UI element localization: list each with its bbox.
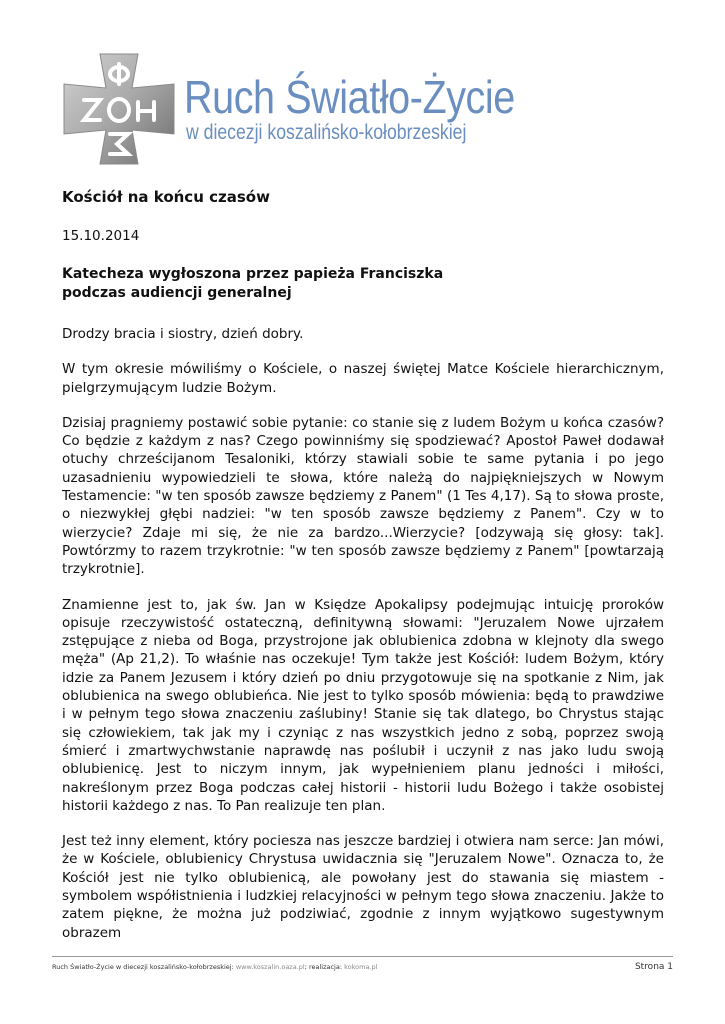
paragraph: Drodzy bracia i siostry, dzień dobry. [62,326,304,342]
footer-divider [52,956,673,957]
brand-title: Ruch Światło-Życie [184,71,515,123]
subtitle-line: podczas audiencji generalnej [62,285,292,301]
paragraph: Jest też inny element, który pociesza nas jeszcze bardziej i otwiera nam serce: Jan mówi, że w Kościele, oblubienicy Chrystusa uwidacznia się "Jeruzalem Nowe". Oznacza to, że Kościół jest nie tylko oblubienicą, ale powołany jest do stawania się miastem - symbolem współistnienia i ludzkiej relacyjności w pełnym tego słowa znaczeniu. Jakże to zatem piękne, że można już podziwiać, zgodnie z innym wyjątkowo sugestywnym obrazem [62,833,664,941]
article-date: 15.10.2014 [62,228,140,244]
paragraph: W tym okresie mówiliśmy o Kościele, o naszej świętej Matce Kościele hierarchicznym, pielgrzymującym ludzie Bożym. [62,361,664,396]
page-header [62,52,662,170]
article-subtitle [62,265,662,303]
paragraph: Znamienne jest to, jak św. Jan w Księdze Apokalipsy podejmując intuicję proroków opisuje rzeczywistość ostateczną, definitywną słowami: "Jeruzalem Nowe ujrzałem zstępujące z nieba od Boga, przystrojone jak oblubienica zdobna w klejnoty dla swego męża" (Ap 21,2). To właśnie nas oczekuje! Tym także jest Kościół: ludem Bożym, który idzie za Panem Jezusem i który dzień po dniu przygotowuje się na spotkanie z Nim, jak oblubienica na swego oblubieńca. Nie jest to tylko sposób mówienia: będą to prawdziwe i w pełnym tego słowa znaczeniu zaślubiny! Stanie się tak dlatego, bo Chrystus stając się człowiekiem, tak jak my i czyniąc z nas wszystkich jedno z sobą, poprzez swoją śmierć i zmartwychwstanie naprawdę nas poślubił i uczynił z nas jako ludu swoją oblubienicę. Jest to niczym innym, jak wypełnieniem planu jedności i miłości, nakreślonym przez Boga podczas całej historii - historii ludu Bożego i także osobistej historii każdego z nas. To Pan realizuje ten plan. [62,596,664,814]
article-body [62,325,664,959]
paragraph: Dzisiaj pragniemy postawić sobie pytanie: co stanie się z ludem Bożym u końca czasów? Co będzie z każdym z nas? Czego powinniśmy się spodziewać? Apostoł Paweł dodawał otuchy chrześcijanom Tesaloniki, którzy stawiali sobie te same pytania i po jego uzasadnieniu wypowiedzieli te słowa, które należą do najpiękniejszych w Nowym Testamencie: "w ten sposób zawsze będziemy z Panem" (1 Tes 4,17). Są to słowa proste, o niezwykłej głębi nadziei: "w ten sposób zawsze będziemy z Panem". Czy w to wierzycie? Zdaje mi się, że nie za bardzo...Wierzycie? [odzywają się głosy: tak]. Powtórzmy to razem trzykrotnie: "w ten sposób zawsze będziemy z Panem" [powtarzają trzykrotnie]. [62,414,664,578]
footer-site-link[interactable]: www.koszalin.oaza.pl [235,963,305,971]
page-number: Strona 1 [634,962,673,972]
footer-credits [52,963,377,971]
subtitle-line: Katecheza wygłoszona przez papieża Franciszka [62,266,444,282]
footer-org-text: Ruch Światło-Życie w diecezji koszalińsko-kołobrzeskiej: [52,963,236,971]
footer-realizacja-label: ; realizacja: [304,963,345,971]
footer-realizacja-link[interactable]: kokoma.pl [344,963,378,971]
brand-subtitle: w diecezji koszalińsko-kołobrzeskiej [186,121,467,144]
cross-phos-zoe-icon [62,52,176,166]
article-title: Kościół na końcu czasów [62,188,270,206]
